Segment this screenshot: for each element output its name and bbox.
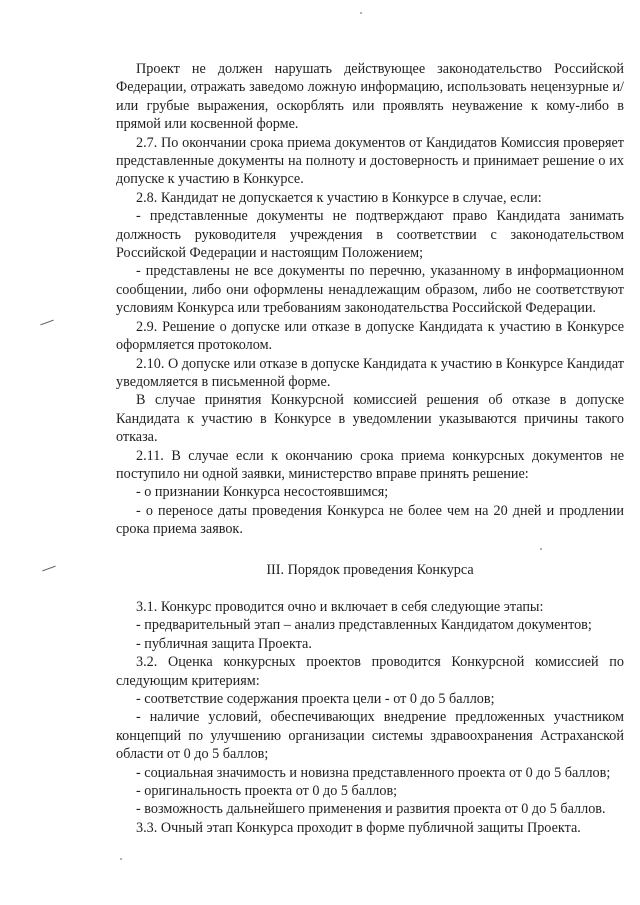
paragraph: 2.7. По окончании срока приема документов от Кандидатов Комиссия проверяет представленные документы на полноту и достоверность и принимает решение о их допуске к участию в Конкурсе. [116,134,624,188]
list-item: - наличие условий, обеспечивающих внедрение предложенных участником концепций по улучшению организации системы здравоохранения Астраханской области от 0 до 5 баллов; [116,709,624,763]
list-item: - оригинальность проекта от 0 до 5 баллов; [136,783,398,800]
paragraph: 3.1. Конкурс проводится очно и включает в себя следующие этапы: [136,598,544,615]
paragraph: 2.8. Кандидат не допускается к участию в Конкурсе в случае, если: [136,189,542,206]
section-2-body [116,60,624,539]
paragraph: 2.9. Решение о допуске или отказе в допуске Кандидата к участию в Конкурсе оформляется протоколом. [116,318,624,354]
list-item: - о признании Конкурса несостоявшимся; [136,484,389,501]
section-3-body [116,598,624,837]
list-item: - представлены не все документы по перечню, указанному в информационном сообщении, либо они оформлены ненадлежащим образом, либо не соответствуют условиям Конкурса или требованиям законодательства Российской Федерации. [116,263,624,317]
scan-mark [42,566,55,572]
document-page [116,60,624,837]
list-item: - о переносе даты проведения Конкурса не более чем на 20 дней и продлении срока приема заявок. [116,502,624,538]
list-item: - социальная значимость и новизна представленного проекта от 0 до 5 баллов; [136,764,611,781]
scan-dot [360,12,362,14]
list-item: - представленные документы не подтверждают право Кандидата занимать должность руководителя учреждения в соответствии с законодательством Российской Федерации и настоящим Положением; [116,208,624,262]
scan-mark [40,320,53,326]
list-item: - соответствие содержания проекта цели - от 0 до 5 баллов; [136,691,495,707]
paragraph: Проект не должен нарушать действующее законодательство Российской Федерации, отражать заведомо ложную информацию, использовать нецензурные и/или грубые выражения, оскорблять или проявлять неуважение к кому-либо в прямой или косвенной форме. [116,61,624,133]
paragraph: 3.2. Оценка конкурсных проектов проводится Конкурсной комиссией по следующим критериям: [116,654,624,689]
paragraph: 3.3. Очный этап Конкурса проходит в форме публичной защиты Проекта. [136,819,581,836]
list-item: - возможность дальнейшего применения и развития проекта от 0 до 5 баллов. [136,801,606,818]
paragraph: В случае принятия Конкурсной комиссией решения об отказе в допуске Кандидата к участию в Конкурсе в уведомлении указываются причины такого отказа. [116,392,624,446]
scan-dot [120,858,122,860]
list-item: - предварительный этап – анализ представленных Кандидатом документов; [136,617,592,634]
section-heading: III. Порядок проведения Конкурса [266,561,474,578]
paragraph: 2.11. В случае если к окончанию срока приема конкурсных документов не поступило ни одной заявки, министерство вправе принять решение: [116,447,624,482]
paragraph: 2.10. О допуске или отказе в допуске Кандидата к участию в Конкурсе Кандидат уведомляется в письменной форме. [116,355,624,390]
scan-dot [540,548,542,550]
list-item: - публичная защита Проекта. [136,635,312,652]
